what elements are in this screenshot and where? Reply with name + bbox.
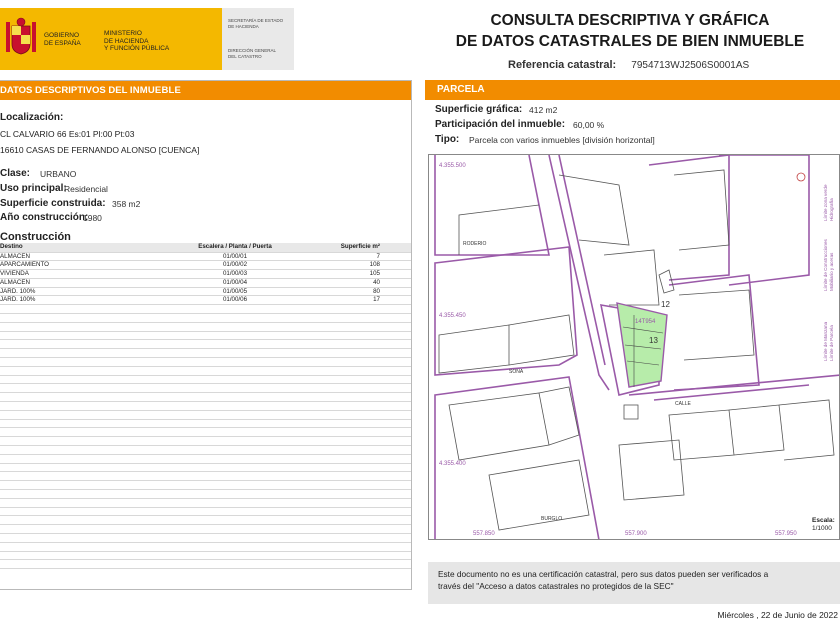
uso-value: Residencial (64, 184, 108, 194)
empty-table-row (0, 393, 411, 402)
empty-table-row (0, 332, 411, 341)
legend-zona-verde: Límite zona verde (823, 184, 828, 221)
anio-label: Año construcción: (0, 212, 89, 223)
cell-superficie: 7 (376, 252, 380, 260)
cadastral-map[interactable] (428, 154, 840, 540)
table-row (0, 253, 411, 262)
tipo-label: Tipo: (435, 134, 460, 145)
empty-table-row (0, 402, 411, 411)
notice-line2: través del "Acceso a datos catastrales no protegidos de la SEC" (438, 581, 674, 591)
table-row (0, 270, 411, 279)
empty-table-row (0, 437, 411, 446)
document-date: Miércoles , 22 de Junio de 2022 (717, 610, 838, 620)
ministry-box (222, 8, 294, 70)
parcel-number-13: 13 (649, 336, 658, 345)
superficie-label: Superficie construida: (0, 198, 106, 209)
clase-label: Clase: (0, 168, 31, 179)
empty-table-row (0, 543, 411, 552)
cell-escalera: 01/00/03 (222, 270, 248, 278)
cell-escalera: 01/00/01 (222, 252, 248, 260)
uso-label: Uso principal: (0, 183, 67, 194)
construccion-table (0, 243, 411, 569)
cell-destino: ALMACEN (0, 252, 30, 260)
notice-line1: Este documento no es una certificación catastral, pero sus datos pueden ser verificados a (438, 569, 769, 579)
direccion-line2: DEL CATASTRO (228, 53, 262, 59)
ministerio-line3: Y FUNCIÓN PÚBLICA (104, 45, 170, 52)
coord-top: 4.355.500 (439, 163, 466, 169)
empty-table-row (0, 525, 411, 534)
empty-table-row (0, 428, 411, 437)
participacion-label: Participación del inmueble: (435, 119, 566, 130)
coord-low: 4.355.400 (439, 461, 466, 467)
construccion-title: Construcción (0, 231, 71, 243)
cell-destino: ALMACEN (0, 278, 30, 286)
gobierno-line2: DE ESPAÑA (44, 39, 81, 47)
empty-table-row (0, 340, 411, 349)
empty-table-row (0, 464, 411, 473)
empty-table-row (0, 455, 411, 464)
secretaria-line2: DE HACIENDA (228, 23, 259, 29)
coord-x1: 557.850 (473, 531, 495, 537)
section-title-inmueble (0, 81, 411, 100)
coord-x3: 557.950 (775, 531, 797, 537)
empty-table-row (0, 384, 411, 393)
cell-superficie: 80 (373, 287, 380, 295)
map-scale (812, 517, 840, 540)
legend-mobiliario: Mobiliario y aceras (829, 252, 834, 291)
scale-value: 1/1000 (812, 525, 832, 532)
cell-escalera: 01/00/04 (222, 278, 248, 286)
cell-superficie: 105 (369, 270, 380, 278)
cell-destino: JARD. 100% (0, 287, 36, 295)
cell-destino: VIVIENDA (0, 270, 29, 278)
empty-table-row (0, 376, 411, 385)
empty-table-row (0, 490, 411, 499)
table-row (0, 279, 411, 288)
cell-superficie: 17 (373, 296, 380, 304)
clase-value: URBANO (40, 169, 77, 179)
ref-label: Referencia catastral: (508, 59, 617, 71)
title-line1: CONSULTA DESCRIPTIVA Y GRÁFICA (490, 12, 770, 29)
scale-label: Escala: (812, 517, 835, 524)
north-arrow-icon (797, 173, 805, 181)
referencia-catastral (508, 59, 749, 71)
empty-table-row (0, 420, 411, 429)
descriptive-data-panel (0, 80, 412, 590)
empty-table-row (0, 516, 411, 525)
empty-table-row (0, 472, 411, 481)
cell-escalera: 01/00/06 (222, 296, 248, 304)
empty-table-row (0, 499, 411, 508)
tipo-value: Parcela con varios inmuebles [división horizontal] (469, 135, 655, 145)
highlighted-parcel[interactable] (617, 303, 667, 387)
section-title-a: DATOS DESCRIPTIVOS DEL (0, 85, 130, 96)
legend-manzana: Límite de Manzana (823, 321, 828, 361)
table-row (0, 288, 411, 297)
superficie-value: 358 m2 (112, 199, 141, 209)
document-title (430, 10, 830, 52)
ministerio-line2: DE HACIENDA (104, 37, 149, 45)
direccion-line1: DIRECCIÓN GENERAL (228, 48, 277, 53)
section-title-b: INMUEBLE (129, 85, 182, 96)
table-row (0, 261, 411, 270)
title-line2: DE DATOS CATASTRALES DE BIEN INMUEBLE (455, 33, 805, 50)
localizacion-line2: 16610 CASAS DE FERNANDO ALONSO [CUENCA] (0, 145, 200, 155)
cell-destino: JARD. 100% (0, 296, 36, 304)
table-row (0, 296, 411, 305)
government-logo-block (0, 8, 222, 70)
superficie-grafica-label: Superficie gráfica: (435, 104, 523, 115)
empty-table-row (0, 534, 411, 543)
street-top: RODERIO (463, 241, 487, 247)
cell-superficie: 108 (369, 261, 380, 269)
header-escalera: Escalera / Planta / Puerta (198, 243, 272, 250)
street-right: CALLE (675, 401, 691, 407)
secretaria-line1: SECRETARÍA DE ESTADO (228, 18, 284, 23)
parcel-number-12: 12 (661, 300, 670, 309)
coat-of-arms-icon (4, 16, 38, 60)
header-destino: Destino (0, 243, 23, 250)
map-legend (823, 184, 834, 361)
empty-table-row (0, 349, 411, 358)
empty-table-row (0, 481, 411, 490)
localizacion-line1: CL CALVARIO 66 Es:01 Pl:00 Pt:03 (0, 129, 135, 139)
superficie-grafica-value: 412 m2 (529, 105, 558, 115)
map-drawing (429, 155, 840, 540)
empty-table-row (0, 367, 411, 376)
empty-table-row (0, 446, 411, 455)
parcela-title: PARCELA (425, 80, 840, 100)
empty-table-row (0, 323, 411, 332)
participacion-value: 60,00 % (573, 120, 605, 130)
parcela-panel (425, 80, 840, 160)
gobierno-line1: GOBIERNO (44, 32, 80, 39)
empty-table-row (0, 508, 411, 517)
ref-value: 7954713WJ2506S0001AS (631, 60, 750, 71)
street-left: SONA (509, 369, 524, 375)
legend-construcciones: Límite de Construcciones (823, 239, 828, 291)
coord-mid: 4.355.450 (439, 313, 466, 319)
empty-table-row (0, 411, 411, 420)
coord-x2: 557.900 (625, 531, 647, 537)
empty-table-rows (0, 305, 411, 569)
legend-parcela: Límite de Parcela (829, 325, 834, 361)
cell-superficie: 40 (373, 278, 380, 286)
anio-value: 1980 (83, 213, 102, 223)
legend-hidrografia: Hidrografía (829, 198, 834, 221)
empty-table-row (0, 552, 411, 561)
disclaimer-notice (428, 562, 840, 604)
empty-table-row (0, 560, 411, 569)
empty-table-row (0, 314, 411, 323)
cell-escalera: 01/00/02 (222, 261, 248, 269)
cell-destino: APARCAMIENTO (0, 261, 49, 269)
ministerio-line1: MINISTERIO (104, 30, 142, 37)
street-bottom: BURGLO (541, 516, 563, 522)
empty-table-row (0, 305, 411, 314)
cell-escalera: 01/00/05 (222, 287, 248, 295)
table-header-row (0, 243, 411, 253)
parcel-label: 14T954 (635, 319, 656, 325)
header-superficie: Superficie m² (340, 243, 380, 250)
empty-table-row (0, 358, 411, 367)
localizacion-label: Localización: (0, 112, 64, 123)
